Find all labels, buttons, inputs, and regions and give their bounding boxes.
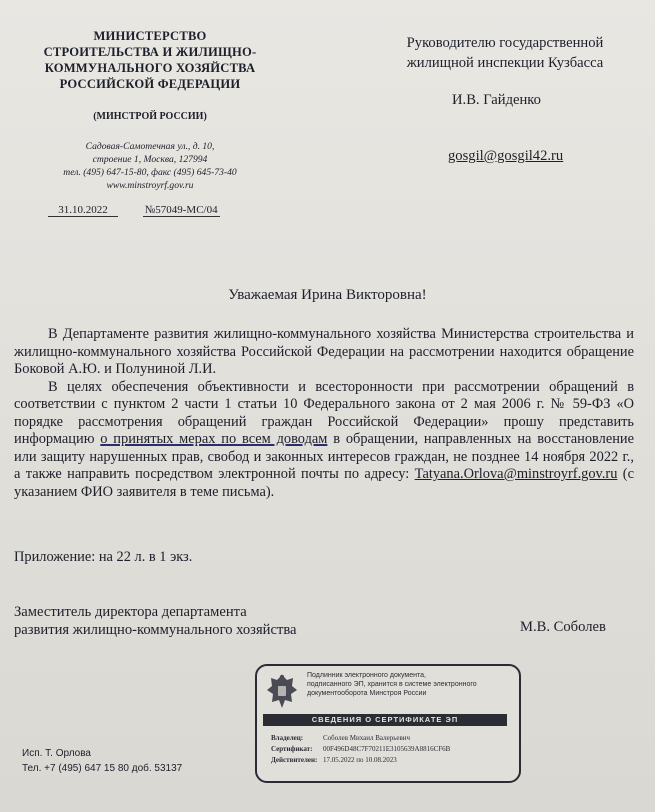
letter-body (14, 326, 634, 501)
reply-email: Tatyana.Orlova@minstroyrf.gov.ru (414, 466, 618, 482)
recipient-title-line: Руководителю государственной (406, 35, 604, 51)
signer-position-line: Заместитель директора департамента (14, 604, 247, 620)
validity-label: Действителен: (271, 756, 318, 764)
attachment-note: Приложение: на 22 л. в 1 экз. (14, 549, 193, 565)
highlighted-phrase: о принятых мерах по всем доводам (100, 431, 328, 447)
owner-row (271, 733, 511, 744)
signer-position-line: развития жилищно-коммунального хозяйства (14, 622, 297, 638)
certificate-row (271, 744, 511, 755)
certificate-label: Сертификат: (271, 745, 313, 753)
salutation: Уважаемая Ирина Викторовна! (228, 287, 427, 303)
certificate-bar: СВЕДЕНИЯ О СЕРТИФИКАТЕ ЭП (263, 714, 507, 726)
ministry-line: РОССИЙСКОЙ ФЕДЕРАЦИИ (59, 77, 241, 91)
signer-name: М.В. Соболев (520, 619, 606, 635)
validity-value: 17.05.2022 по 10.08.2023 (323, 756, 397, 764)
executor-phone: Тел. +7 (495) 647 15 80 доб. 53137 (22, 763, 183, 774)
validity-row (271, 755, 511, 766)
ministry-short-name: (МИНСТРОЙ РОССИИ) (93, 111, 207, 122)
paragraph-2-part-1: В целях обеспечения объективности и всесторонности при рассмотрении обращений в соответствии с пунктом 2 части 1 статьи 10 Федерального закона от 2 мая 2006 г. № 59-ФЗ «О порядке рассмотрения обращений граждан Российской Федерации» прошу представить информацию (14, 378, 634, 447)
document-number: №57049-МС/04 (144, 204, 218, 216)
registration-line (48, 204, 220, 217)
address-line: тел. (495) 647-15-80, факс (495) 645-73-40 (63, 167, 237, 178)
stamp-header (307, 671, 507, 698)
certificate-details (271, 733, 511, 766)
recipient-title (380, 33, 630, 73)
owner-label: Владелец: (271, 734, 304, 742)
ministry-line: СТРОИТЕЛЬСТВА И ЖИЛИЩНО- (43, 45, 257, 59)
address-line: Садовая-Самотечная ул., д. 10, (85, 141, 215, 152)
document-date: 31.10.2022 (48, 204, 118, 217)
ministry-address (30, 140, 270, 192)
address-line: www.minstroyrf.gov.ru (106, 180, 194, 191)
executor-name: Исп. Т. Орлова (22, 748, 91, 759)
signer-position (14, 603, 297, 639)
coat-of-arms-icon (265, 672, 299, 712)
ministry-name (20, 28, 280, 92)
stamp-header-line: Подлинник электронного документа, (307, 672, 426, 679)
paragraph-2 (14, 379, 634, 502)
stamp-header-line: подписанного ЭП, хранится в системе электронного (307, 681, 477, 688)
recipient-name: И.В. Гайденко (452, 92, 541, 108)
certificate-value: 00F496D48C7F70211E3105639A8816CF6B (323, 745, 451, 753)
paragraph-2-part-2: в обращении, направленных на восстановление или защиту нарушенных прав, свобод и законных интересов граждан, не позднее 14 ноября 2022 г., а также направить посредством электронной почты по адресу: (14, 431, 635, 482)
recipient-title-line: жилищной инспекции Кузбасса (406, 55, 604, 71)
paragraph-2-part-3: (с указанием ФИО заявителя в теме письма). (14, 466, 634, 500)
ministry-line: МИНИСТЕРСТВО (93, 29, 207, 43)
electronic-signature-stamp (255, 664, 521, 783)
address-line: строение 1, Москва, 127994 (92, 154, 208, 165)
recipient-email: gosgil@gosgil42.ru (448, 148, 564, 164)
executor-info (22, 746, 182, 776)
ministry-line: КОММУНАЛЬНОГО ХОЗЯЙСТВА (44, 61, 256, 75)
paragraph-1: В Департаменте развития жилищно-коммунального хозяйства Министерства строительства и жилищно-коммунального хозяйства Российской Федерации на рассмотрении находится обращение Боковой А.Ю. и Полуниной Л.И. (14, 326, 634, 377)
stamp-header-line: документооборота Минстроя России (307, 690, 427, 697)
owner-value: Соболев Михаил Валерьевич (323, 734, 411, 742)
